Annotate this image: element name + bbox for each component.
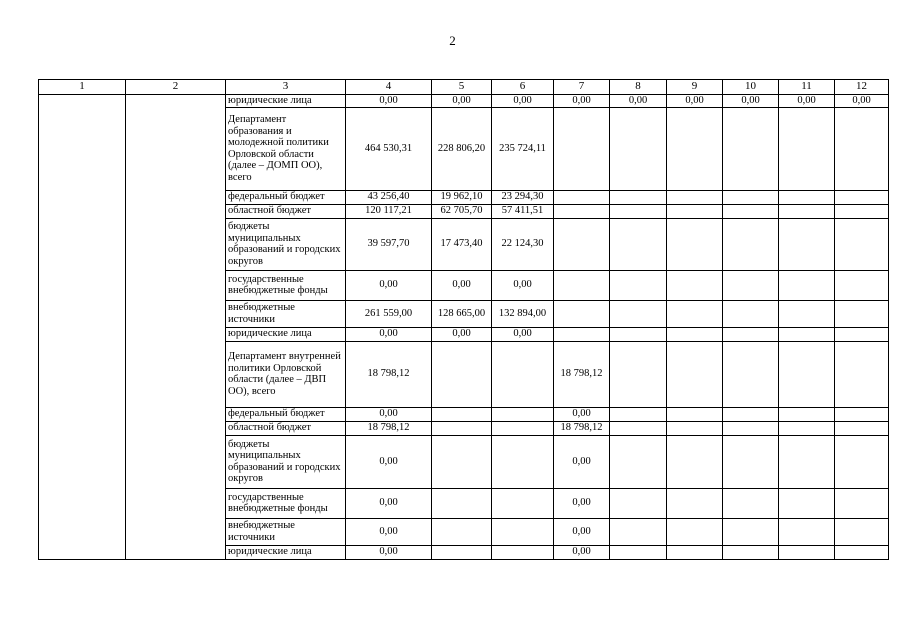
- value-cell: [779, 341, 835, 407]
- value-cell: [835, 107, 889, 190]
- value-cell: [554, 218, 610, 270]
- value-cell: [554, 204, 610, 218]
- row-label: бюджеты муниципальных образований и городских округов: [226, 218, 346, 270]
- value-cell: [432, 407, 492, 421]
- value-cell: [610, 300, 667, 327]
- value-cell: [835, 435, 889, 488]
- value-cell: 19 962,10: [432, 190, 492, 204]
- value-cell: [432, 518, 492, 545]
- value-cell: [723, 407, 779, 421]
- value-cell: [835, 341, 889, 407]
- row-label: областной бюджет: [226, 204, 346, 218]
- value-cell: [723, 270, 779, 300]
- value-cell: 0,00: [554, 435, 610, 488]
- value-cell: 0,00: [492, 270, 554, 300]
- value-cell: [835, 518, 889, 545]
- value-cell: [723, 300, 779, 327]
- value-cell: [779, 421, 835, 435]
- value-cell: 18 798,12: [346, 341, 432, 407]
- value-cell: [835, 407, 889, 421]
- value-cell: [779, 407, 835, 421]
- value-cell: [667, 218, 723, 270]
- header-row: [39, 80, 889, 95]
- row-label: юридические лица: [226, 545, 346, 559]
- row-label: бюджеты муниципальных образований и городских округов: [226, 435, 346, 488]
- value-cell: 0,00: [346, 518, 432, 545]
- header-cell: 7: [554, 80, 610, 95]
- value-cell: 235 724,11: [492, 107, 554, 190]
- value-cell: [610, 407, 667, 421]
- header-cell: 6: [492, 80, 554, 95]
- header-cell: 10: [723, 80, 779, 95]
- value-cell: 57 411,51: [492, 204, 554, 218]
- value-cell: 18 798,12: [554, 421, 610, 435]
- value-cell: [835, 300, 889, 327]
- value-cell: 228 806,20: [432, 107, 492, 190]
- value-cell: [667, 190, 723, 204]
- value-cell: [779, 435, 835, 488]
- header-cell: 9: [667, 80, 723, 95]
- value-cell: [723, 204, 779, 218]
- value-cell: [554, 327, 610, 341]
- value-cell: 128 665,00: [432, 300, 492, 327]
- value-cell: 0,00: [346, 327, 432, 341]
- value-cell: [492, 488, 554, 518]
- value-cell: [835, 190, 889, 204]
- header-cell: 8: [610, 80, 667, 95]
- value-cell: [667, 488, 723, 518]
- value-cell: [667, 435, 723, 488]
- value-cell: 0,00: [779, 95, 835, 108]
- value-cell: [432, 421, 492, 435]
- value-cell: 22 124,30: [492, 218, 554, 270]
- value-cell: 0,00: [492, 327, 554, 341]
- value-cell: [667, 518, 723, 545]
- value-cell: [779, 218, 835, 270]
- value-cell: [723, 545, 779, 559]
- row-label: внебюджетные источники: [226, 518, 346, 545]
- value-cell: [667, 270, 723, 300]
- row-label: Департамент образования и молодежной политики Орловской области (далее – ДОМП ОО), всего: [226, 107, 346, 190]
- row-label: юридические лица: [226, 95, 346, 108]
- value-cell: [492, 421, 554, 435]
- value-cell: [667, 300, 723, 327]
- value-cell: 0,00: [346, 488, 432, 518]
- value-cell: [554, 107, 610, 190]
- header-cell: 2: [126, 80, 226, 95]
- budget-table: [38, 79, 889, 560]
- value-cell: [723, 488, 779, 518]
- row-label: юридические лица: [226, 327, 346, 341]
- row-label: государственные внебюджетные фонды: [226, 488, 346, 518]
- value-cell: [432, 488, 492, 518]
- value-cell: [723, 190, 779, 204]
- value-cell: [610, 270, 667, 300]
- value-cell: [610, 327, 667, 341]
- row-label: государственные внебюджетные фонды: [226, 270, 346, 300]
- value-cell: [554, 190, 610, 204]
- value-cell: [835, 327, 889, 341]
- value-cell: [779, 518, 835, 545]
- value-cell: [610, 204, 667, 218]
- value-cell: [835, 421, 889, 435]
- value-cell: [554, 270, 610, 300]
- value-cell: [610, 545, 667, 559]
- value-cell: 0,00: [667, 95, 723, 108]
- value-cell: [667, 204, 723, 218]
- value-cell: [492, 407, 554, 421]
- value-cell: [610, 518, 667, 545]
- value-cell: [835, 270, 889, 300]
- row-label: федеральный бюджет: [226, 407, 346, 421]
- value-cell: [723, 435, 779, 488]
- header-cell: 12: [835, 80, 889, 95]
- value-cell: 0,00: [723, 95, 779, 108]
- value-cell: [492, 341, 554, 407]
- value-cell: [723, 327, 779, 341]
- value-cell: 261 559,00: [346, 300, 432, 327]
- value-cell: [723, 107, 779, 190]
- value-cell: [432, 545, 492, 559]
- value-cell: 0,00: [346, 95, 432, 108]
- col2-cell: [126, 95, 226, 560]
- value-cell: [667, 327, 723, 341]
- value-cell: [610, 218, 667, 270]
- value-cell: [492, 518, 554, 545]
- value-cell: [779, 300, 835, 327]
- value-cell: 0,00: [346, 435, 432, 488]
- header-cell: 3: [226, 80, 346, 95]
- value-cell: 43 256,40: [346, 190, 432, 204]
- value-cell: [667, 107, 723, 190]
- value-cell: [610, 190, 667, 204]
- value-cell: [779, 270, 835, 300]
- value-cell: 0,00: [835, 95, 889, 108]
- value-cell: [779, 107, 835, 190]
- value-cell: [554, 300, 610, 327]
- value-cell: [432, 341, 492, 407]
- value-cell: 39 597,70: [346, 218, 432, 270]
- value-cell: [723, 518, 779, 545]
- value-cell: 132 894,00: [492, 300, 554, 327]
- row-label: областной бюджет: [226, 421, 346, 435]
- col1-cell: [39, 95, 126, 560]
- value-cell: 0,00: [554, 95, 610, 108]
- value-cell: 0,00: [492, 95, 554, 108]
- value-cell: [723, 218, 779, 270]
- row-label: Департамент внутренней политики Орловской области (далее – ДВП ОО), всего: [226, 341, 346, 407]
- table-row: [39, 95, 889, 108]
- header-cell: 4: [346, 80, 432, 95]
- value-cell: [779, 327, 835, 341]
- value-cell: [667, 545, 723, 559]
- value-cell: [610, 341, 667, 407]
- header-cell: 1: [39, 80, 126, 95]
- row-label: федеральный бюджет: [226, 190, 346, 204]
- value-cell: 0,00: [432, 95, 492, 108]
- row-label: внебюджетные источники: [226, 300, 346, 327]
- header-cell: 5: [432, 80, 492, 95]
- value-cell: [779, 488, 835, 518]
- value-cell: [432, 435, 492, 488]
- value-cell: 0,00: [346, 270, 432, 300]
- value-cell: 18 798,12: [554, 341, 610, 407]
- value-cell: [723, 341, 779, 407]
- value-cell: [492, 545, 554, 559]
- value-cell: 0,00: [554, 518, 610, 545]
- value-cell: 17 473,40: [432, 218, 492, 270]
- value-cell: 0,00: [346, 407, 432, 421]
- value-cell: [667, 421, 723, 435]
- value-cell: 23 294,30: [492, 190, 554, 204]
- value-cell: 0,00: [554, 407, 610, 421]
- value-cell: [835, 488, 889, 518]
- value-cell: [610, 488, 667, 518]
- value-cell: 464 530,31: [346, 107, 432, 190]
- value-cell: [667, 407, 723, 421]
- value-cell: 0,00: [610, 95, 667, 108]
- value-cell: 0,00: [554, 545, 610, 559]
- value-cell: [779, 190, 835, 204]
- value-cell: 0,00: [432, 270, 492, 300]
- value-cell: [779, 204, 835, 218]
- value-cell: 62 705,70: [432, 204, 492, 218]
- value-cell: [835, 204, 889, 218]
- value-cell: [779, 545, 835, 559]
- value-cell: [492, 435, 554, 488]
- header-cell: 11: [779, 80, 835, 95]
- value-cell: [610, 107, 667, 190]
- value-cell: 0,00: [432, 327, 492, 341]
- value-cell: 120 117,21: [346, 204, 432, 218]
- value-cell: [723, 421, 779, 435]
- value-cell: [835, 545, 889, 559]
- value-cell: 0,00: [554, 488, 610, 518]
- value-cell: [610, 421, 667, 435]
- page-number: 2: [449, 33, 456, 48]
- value-cell: 0,00: [346, 545, 432, 559]
- value-cell: 18 798,12: [346, 421, 432, 435]
- value-cell: [610, 435, 667, 488]
- value-cell: [835, 218, 889, 270]
- value-cell: [667, 341, 723, 407]
